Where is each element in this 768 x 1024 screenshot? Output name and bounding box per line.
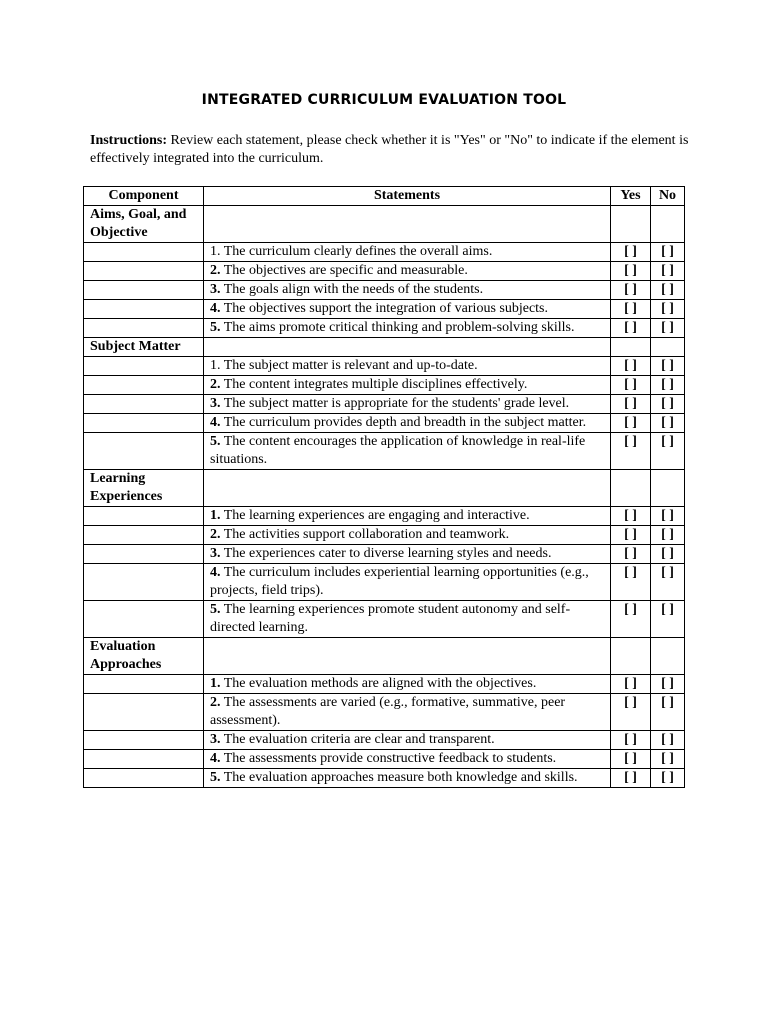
empty-cell	[611, 638, 651, 675]
empty-cell	[84, 243, 204, 262]
statement-text: The evaluation approaches measure both knowledge and skills.	[220, 770, 578, 785]
empty-cell	[84, 731, 204, 750]
statement-text: The learning experiences promote student autonomy and self-directed learning.	[210, 602, 571, 635]
statement-number: 1.	[210, 358, 221, 373]
statement-number: 4.	[210, 415, 221, 430]
table-header-row	[84, 187, 685, 206]
page-title: INTEGRATED CURRICULUM EVALUATION TOOL	[201, 92, 567, 108]
yes-checkbox[interactable]: [ ]	[611, 769, 651, 788]
empty-cell	[204, 206, 611, 243]
empty-cell	[84, 357, 204, 376]
statement-number: 3.	[210, 732, 221, 747]
statement-number: 3.	[210, 546, 221, 561]
table-row	[84, 769, 685, 788]
statement-text: The subject matter is relevant and up-to-date.	[220, 358, 478, 373]
yes-checkbox[interactable]: [ ]	[611, 395, 651, 414]
section-name: Subject Matter	[84, 338, 204, 357]
empty-cell	[204, 638, 611, 675]
instructions	[90, 132, 690, 168]
table-body	[84, 206, 685, 788]
statement-cell	[204, 319, 611, 338]
section-name: Evaluation Approaches	[84, 638, 204, 675]
statement-text: The content integrates multiple disciplines effectively.	[220, 377, 528, 392]
yes-checkbox[interactable]: [ ]	[611, 694, 651, 731]
statement-number: 5.	[210, 770, 221, 785]
table-row	[84, 376, 685, 395]
yes-checkbox[interactable]: [ ]	[611, 357, 651, 376]
header-statements: Statements	[204, 187, 611, 206]
section-row	[84, 470, 685, 507]
table-row	[84, 675, 685, 694]
statement-text: The curriculum provides depth and breadth in the subject matter.	[220, 415, 587, 430]
table-row	[84, 507, 685, 526]
empty-cell	[651, 338, 685, 357]
section-row	[84, 638, 685, 675]
empty-cell	[84, 395, 204, 414]
statement-cell	[204, 507, 611, 526]
statement-number: 4.	[210, 301, 221, 316]
statement-cell	[204, 262, 611, 281]
statement-cell	[204, 675, 611, 694]
section-name: Learning Experiences	[84, 470, 204, 507]
table-row	[84, 731, 685, 750]
statement-cell	[204, 769, 611, 788]
no-checkbox[interactable]: [ ]	[651, 243, 685, 262]
statement-text: The curriculum includes experiential learning opportunities (e.g., projects, field trips).	[210, 565, 589, 598]
yes-checkbox[interactable]: [ ]	[611, 526, 651, 545]
yes-checkbox[interactable]: [ ]	[611, 601, 651, 638]
empty-cell	[611, 470, 651, 507]
yes-checkbox[interactable]: [ ]	[611, 262, 651, 281]
statement-cell	[204, 243, 611, 262]
header-yes: Yes	[611, 187, 651, 206]
empty-cell	[651, 638, 685, 675]
empty-cell	[651, 206, 685, 243]
statement-number: 1.	[210, 508, 221, 523]
empty-cell	[651, 470, 685, 507]
yes-checkbox[interactable]: [ ]	[611, 564, 651, 601]
statement-text: The evaluation criteria are clear and transparent.	[220, 732, 495, 747]
empty-cell	[84, 507, 204, 526]
statement-number: 5.	[210, 602, 221, 617]
statement-cell	[204, 300, 611, 319]
table-row	[84, 545, 685, 564]
yes-checkbox[interactable]: [ ]	[611, 243, 651, 262]
empty-cell	[84, 319, 204, 338]
statement-text: The aims promote critical thinking and problem-solving skills.	[220, 320, 575, 335]
yes-checkbox[interactable]: [ ]	[611, 507, 651, 526]
table-row	[84, 564, 685, 601]
empty-cell	[84, 262, 204, 281]
statement-number: 5.	[210, 320, 221, 335]
no-checkbox[interactable]: [ ]	[651, 769, 685, 788]
empty-cell	[204, 338, 611, 357]
table-row	[84, 694, 685, 731]
statement-text: The assessments provide constructive feedback to students.	[220, 751, 557, 766]
no-checkbox[interactable]: [ ]	[651, 395, 685, 414]
table-row	[84, 414, 685, 433]
section-row	[84, 338, 685, 357]
statement-number: 2.	[210, 695, 221, 710]
no-checkbox[interactable]: [ ]	[651, 262, 685, 281]
empty-cell	[84, 769, 204, 788]
no-checkbox[interactable]: [ ]	[651, 731, 685, 750]
no-checkbox[interactable]: [ ]	[651, 300, 685, 319]
statement-cell	[204, 395, 611, 414]
statement-text: The activities support collaboration and teamwork.	[220, 527, 510, 542]
empty-cell	[611, 206, 651, 243]
header-component: Component	[84, 187, 204, 206]
no-checkbox[interactable]: [ ]	[651, 357, 685, 376]
table-row	[84, 262, 685, 281]
table-row	[84, 395, 685, 414]
no-checkbox[interactable]: [ ]	[651, 545, 685, 564]
statement-text: The objectives are specific and measurable.	[220, 263, 468, 278]
empty-cell	[84, 545, 204, 564]
yes-checkbox[interactable]: [ ]	[611, 319, 651, 338]
empty-cell	[204, 470, 611, 507]
no-checkbox[interactable]: [ ]	[651, 675, 685, 694]
statement-number: 4.	[210, 751, 221, 766]
yes-checkbox[interactable]: [ ]	[611, 433, 651, 470]
yes-checkbox[interactable]: [ ]	[611, 675, 651, 694]
statement-number: 3.	[210, 396, 221, 411]
statement-cell	[204, 357, 611, 376]
statement-number: 2.	[210, 263, 221, 278]
statement-cell	[204, 564, 611, 601]
empty-cell	[84, 675, 204, 694]
statement-number: 1.	[210, 676, 221, 691]
empty-cell	[611, 338, 651, 357]
table-row	[84, 319, 685, 338]
no-checkbox[interactable]: [ ]	[651, 694, 685, 731]
no-checkbox[interactable]: [ ]	[651, 414, 685, 433]
yes-checkbox[interactable]: [ ]	[611, 376, 651, 395]
yes-checkbox[interactable]: [ ]	[611, 414, 651, 433]
yes-checkbox[interactable]: [ ]	[611, 545, 651, 564]
statement-number: 5.	[210, 434, 221, 449]
empty-cell	[84, 526, 204, 545]
statement-cell	[204, 376, 611, 395]
yes-checkbox[interactable]: [ ]	[611, 300, 651, 319]
yes-checkbox[interactable]: [ ]	[611, 731, 651, 750]
section-row	[84, 206, 685, 243]
empty-cell	[84, 281, 204, 300]
instructions-label: Instructions:	[90, 133, 168, 148]
no-checkbox[interactable]: [ ]	[651, 601, 685, 638]
statement-number: 2.	[210, 377, 221, 392]
header-no: No	[651, 187, 685, 206]
statement-text: The assessments are varied (e.g., formative, summative, peer assessment).	[210, 695, 566, 728]
no-checkbox[interactable]: [ ]	[651, 281, 685, 300]
statement-number: 2.	[210, 527, 221, 542]
statement-cell	[204, 731, 611, 750]
statement-number: 4.	[210, 565, 221, 580]
instructions-text: Review each statement, please check whether it is "Yes" or "No" to indicate if the element is effectively integrated into the curriculum.	[90, 133, 689, 166]
statement-cell	[204, 601, 611, 638]
statement-text: The objectives support the integration of various subjects.	[220, 301, 549, 316]
no-checkbox[interactable]: [ ]	[651, 507, 685, 526]
statement-cell	[204, 414, 611, 433]
no-checkbox[interactable]: [ ]	[651, 564, 685, 601]
no-checkbox[interactable]: [ ]	[651, 750, 685, 769]
statement-text: The evaluation methods are aligned with the objectives.	[220, 676, 537, 691]
table-row	[84, 357, 685, 376]
table-row	[84, 526, 685, 545]
no-checkbox[interactable]: [ ]	[651, 376, 685, 395]
statement-cell	[204, 750, 611, 769]
table-row	[84, 601, 685, 638]
statement-text: The subject matter is appropriate for the students' grade level.	[220, 396, 570, 411]
empty-cell	[84, 300, 204, 319]
empty-cell	[84, 433, 204, 470]
table-row	[84, 433, 685, 470]
statement-cell	[204, 694, 611, 731]
statement-text: The experiences cater to diverse learning styles and needs.	[220, 546, 552, 561]
empty-cell	[84, 601, 204, 638]
empty-cell	[84, 376, 204, 395]
statement-cell	[204, 433, 611, 470]
yes-checkbox[interactable]: [ ]	[611, 281, 651, 300]
table-row	[84, 243, 685, 262]
empty-cell	[84, 694, 204, 731]
yes-checkbox[interactable]: [ ]	[611, 750, 651, 769]
statement-cell	[204, 281, 611, 300]
evaluation-table	[83, 186, 685, 788]
statement-cell	[204, 545, 611, 564]
table-row	[84, 300, 685, 319]
statement-text: The curriculum clearly defines the overall aims.	[220, 244, 493, 259]
no-checkbox[interactable]: [ ]	[651, 433, 685, 470]
statement-number: 1.	[210, 244, 221, 259]
no-checkbox[interactable]: [ ]	[651, 319, 685, 338]
statement-text: The goals align with the needs of the students.	[220, 282, 484, 297]
statement-text: The learning experiences are engaging and interactive.	[220, 508, 530, 523]
empty-cell	[84, 564, 204, 601]
table-row	[84, 750, 685, 769]
statement-number: 3.	[210, 282, 221, 297]
statement-cell	[204, 526, 611, 545]
empty-cell	[84, 750, 204, 769]
statement-text: The content encourages the application of knowledge in real-life situations.	[210, 434, 586, 467]
empty-cell	[84, 414, 204, 433]
section-name: Aims, Goal, and Objective	[84, 206, 204, 243]
no-checkbox[interactable]: [ ]	[651, 526, 685, 545]
table-row	[84, 281, 685, 300]
